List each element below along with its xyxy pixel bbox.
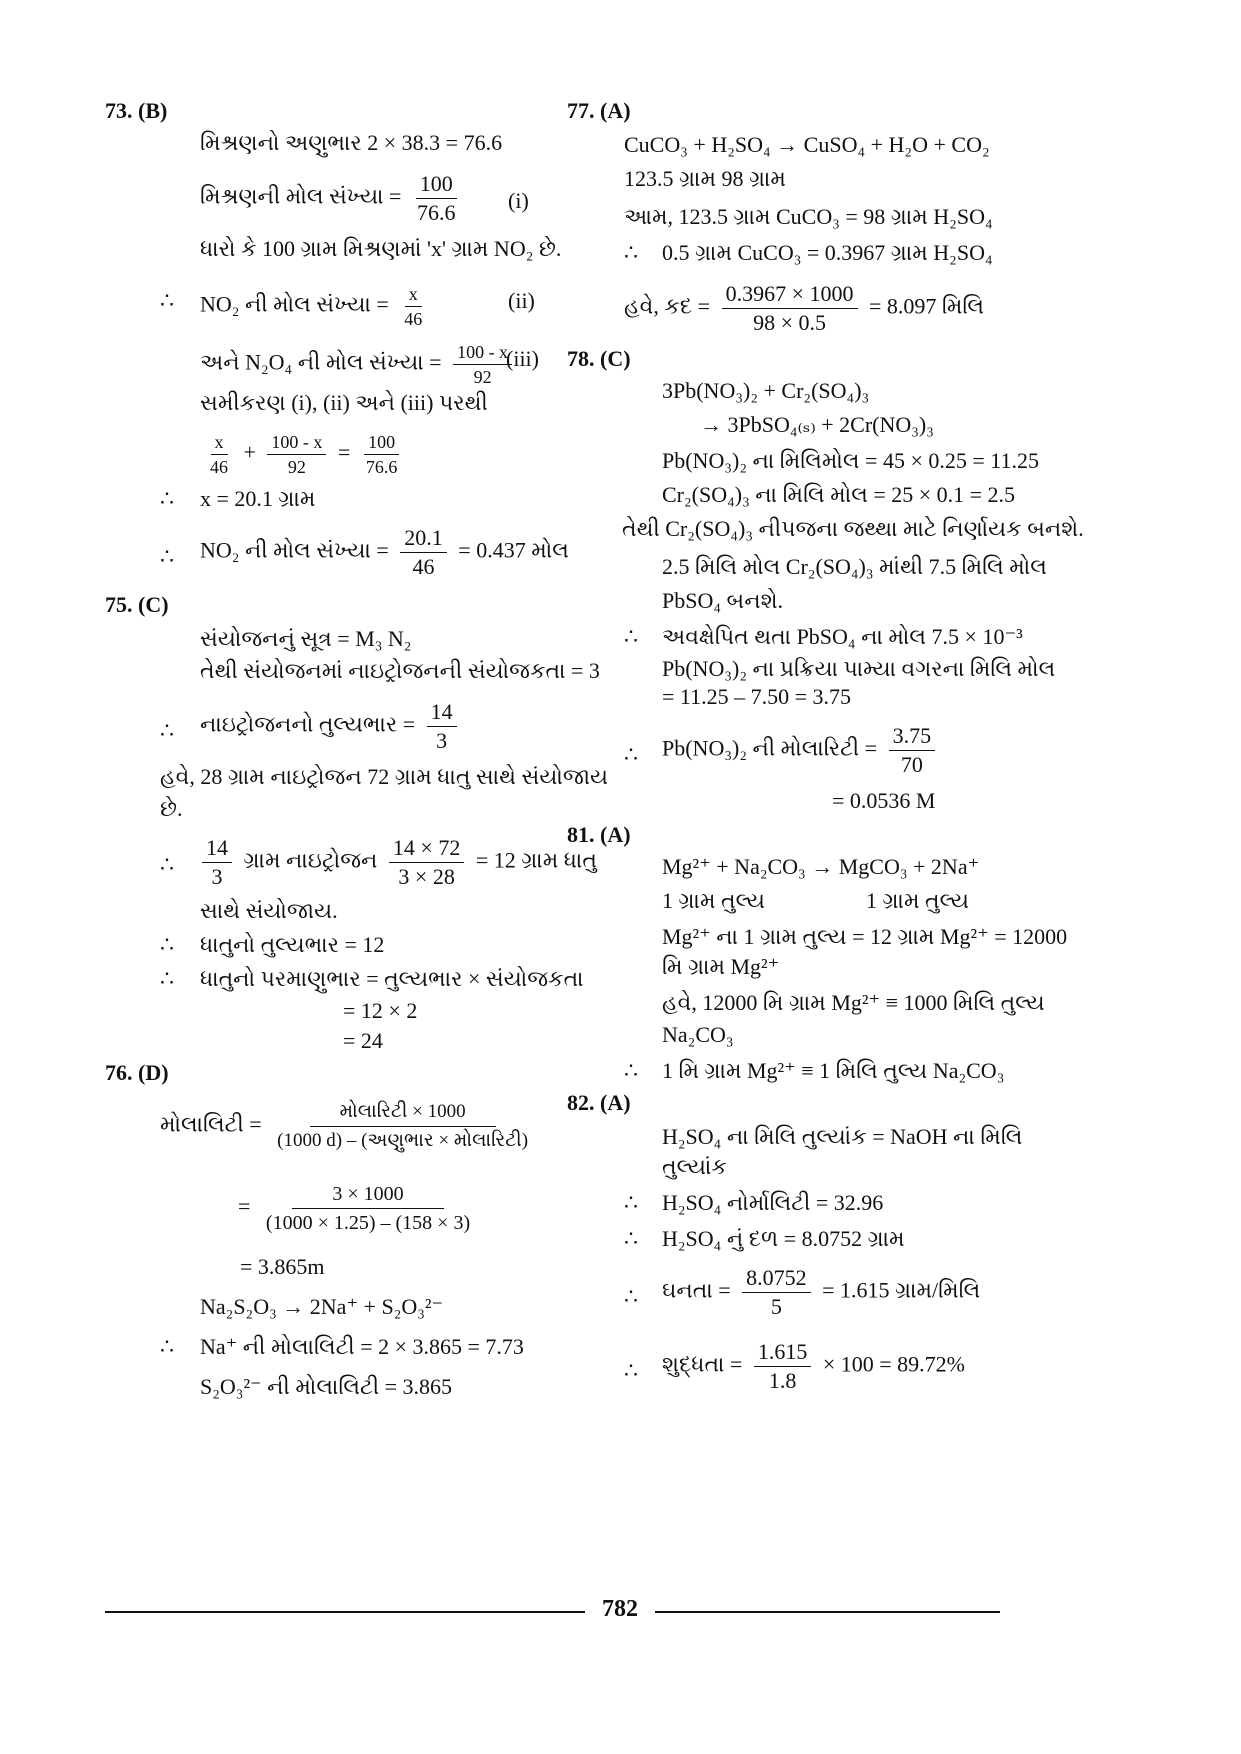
therefore-symbol: ∴ [624,240,638,265]
q81-line1: Mg²⁺ + Na₂CO₃ → MgCO₃ + 2Na⁺ [662,854,980,879]
q73-line4-fraction [400,284,426,329]
q75-line5: છે. [160,796,183,821]
frac-den: 5 [770,1294,782,1319]
q77-line5-result: = 8.097 મિલિ [869,293,985,319]
page-number: 782 [602,1596,638,1622]
frac-num: 100 - x [267,432,326,455]
frac-den: 3 [211,864,223,889]
frac-num: 14 [202,836,232,863]
q75-line10: = 12 × 2 [343,998,418,1023]
q73-tag-i: (i) [508,188,529,213]
q73-line6: સમીકરણ (i), (ii) અને (iii) પરથી [200,390,488,415]
q73-tag-ii: (ii) [508,288,535,313]
equals-sign: = [337,439,351,465]
q77-line4: 0.5 ગ્રામ CuCO₃ = 0.3967 ગ્રામ H₂SO₄ [662,240,993,265]
therefore-symbol: ∴ [624,1284,638,1309]
q78-line7: PbSO₄ બનશે. [662,588,784,613]
q73-frac-a [206,432,232,477]
therefore-symbol: ∴ [624,1190,638,1215]
frac-num: x [211,432,228,455]
q75-line9: ધાતુનો પરમાણુભાર = તુલ્યભાર × સંયોજકતા [200,966,584,991]
q82-line6 [662,1340,965,1393]
q78-line12: = 0.0536 M [832,788,936,813]
footer-rule-right [655,1611,1000,1613]
q76-line1 [160,1100,538,1153]
q82-line6-text: શુદ્ધતા = [662,1351,743,1377]
frac-den: 3 × 28 [398,864,455,889]
q78-line11-fraction [889,724,936,777]
therefore-symbol: ∴ [624,624,638,649]
q77-line5-fraction [722,282,858,335]
therefore-symbol: ∴ [624,1358,638,1383]
q78-line2: → 3PbSO₄₍ₛ₎ + 2Cr(NO₃)₃ [700,412,934,437]
q82-line6-result: × 100 = 89.72% [822,1351,965,1377]
q76-line1-fraction [273,1100,532,1153]
q81-line2b: 1 ગ્રામ તુલ્ય [866,888,970,913]
q73-line9-text: NO₂ ની મોલ સંખ્યા = [200,537,389,563]
q78-line6: 2.5 મિલિ મોલ Cr₂(SO₄)₃ માંથી 7.5 મિલિ મોલ [662,554,1047,579]
q78-line9: Pb(NO₃)₂ ના પ્રક્રિયા પામ્યા વગરના મિલિ મોલ [662,656,1056,681]
q73-line5-text: અને N₂O₄ ની મોલ સંખ્યા = [200,349,442,375]
frac-den: 3 [436,728,448,753]
q77-line3: આમ, 123.5 ગ્રામ CuCO₃ = 98 ગ્રામ H₂SO₄ [624,204,993,229]
q75-line6 [196,836,597,889]
q78-line4: Cr₂(SO₄)₃ ના મિલિ મોલ = 25 × 0.1 = 2.5 [662,482,1016,507]
q82-line6-fraction [754,1340,812,1393]
frac-den: 76.6 [416,200,456,225]
q81-line2a: 1 ગ્રામ તુલ્ય [662,888,766,913]
therefore-symbol: ∴ [160,932,174,957]
q76-line4: Na₂S₂O₃ → 2Na⁺ + S₂O₃²⁻ [200,1294,444,1319]
q82-line3: H₂SO₄ નોર્માલિટી = 32.96 [662,1190,884,1215]
q73-heading: 73. (B) [105,98,168,123]
q78-line3: Pb(NO₃)₂ ના મિલિમોલ = 45 × 0.25 = 11.25 [662,448,1039,473]
q73-line9-result: = 0.437 મોલ [458,537,569,563]
therefore-symbol: ∴ [160,288,174,313]
q75-line1: સંયોજનનું સૂત્ર = M₃ N₂ [200,626,412,651]
frac-den: 1.8 [768,1368,797,1393]
q75-line3-fraction [427,700,457,753]
frac-den: 46 [412,554,435,579]
q81-line3: Mg²⁺ ના 1 ગ્રામ તુલ્ય = 12 ગ્રામ Mg²⁺ = 12000 [662,924,1068,949]
q73-line2 [200,172,465,225]
q76-line3: = 3.865m [240,1254,325,1279]
q82-line5-result: = 1.615 ગ્રામ/મિલિ [822,1277,981,1303]
frac-num: 3 × 1000 [292,1182,443,1209]
q75-line6-text: ગ્રામ નાઇટ્રોજન [243,847,378,873]
q75-line3 [200,700,463,753]
q77-line5-text: હવે, કદ = [624,293,711,319]
q78-line5: તેથી Cr₂(SO₄)₃ નીપજના જથ્થા માટે નિર્ણાયક બનશે. [622,516,1084,541]
q75-line8: ધાતુનો તુલ્યભાર = 12 [200,932,385,957]
therefore-symbol: ∴ [624,742,638,767]
frac-den: 46 [210,457,228,477]
q75-line7: સાથે સંયોજાય. [200,898,338,923]
frac-num: 1.615 [754,1340,812,1367]
frac-num: 100 [364,432,399,455]
therefore-symbol: ∴ [624,1058,638,1083]
q75-line6-result: = 12 ગ્રામ ધાતુ [475,847,597,873]
frac-num: મોલારિટી × 1000 [310,1100,496,1127]
q78-line8: અવક્ષેપિત થતા PbSO₄ ના મોલ 7.5 × 10⁻³ [662,624,1023,649]
q77-line1: CuCO₃ + H₂SO₄ → CuSO₄ + H₂O + CO₂ [624,132,990,157]
q81-line4: મિ ગ્રામ Mg²⁺ [662,954,780,979]
therefore-symbol: ∴ [160,486,174,511]
q75-line3-text: નાઇટ્રોજનનો તુલ્યભાર = [200,711,416,737]
q75-frac-b [389,836,464,889]
q78-line10: = 11.25 – 7.50 = 3.75 [662,684,851,709]
therefore-symbol: ∴ [624,1226,638,1251]
q81-line7: 1 મિ ગ્રામ Mg²⁺ ≡ 1 મિલિ તુલ્ય Na₂CO₃ [662,1058,1005,1083]
q73-line1: મિશ્રણનો અણુભાર 2 × 38.3 = 76.6 [200,130,503,155]
q73-line3: ધારો કે 100 ગ્રામ મિશ્રણમાં 'x' ગ્રામ NO₂ છે. [200,236,562,261]
q78-heading: 78. (C) [567,346,631,371]
equals-sign: = [238,1193,251,1219]
q81-line5: હવે, 12000 મિ ગ્રામ Mg²⁺ ≡ 1000 મિલિ તુલ્ય [662,990,1045,1015]
q77-line2: 123.5 ગ્રામ 98 ગ્રામ [624,166,786,191]
q73-line2-text: મિશ્રણની મોલ સંખ્યા = [200,183,402,209]
q82-heading: 82. (A) [567,1090,631,1115]
frac-num: 0.3967 × 1000 [722,282,858,309]
q77-line5 [624,282,984,335]
footer-rule-left [105,1611,585,1613]
frac-den: 76.6 [365,457,398,477]
q75-line2: તેથી સંયોજનમાં નાઇટ્રોજનની સંયોજકતા = 3 [200,658,600,683]
q76-line6: S₂O₃²⁻ ની મોલાલિટી = 3.865 [200,1374,453,1399]
q76-line2-fraction [262,1182,474,1235]
frac-num: 8.0752 [742,1266,811,1293]
frac-den: (1000 d) – (અણુભાર × મોલારિટી) [277,1130,529,1151]
q82-line4: H₂SO₄ નું દળ = 8.0752 ગ્રામ [662,1226,905,1251]
frac-num: 100 [416,172,457,199]
frac-den: (1000 × 1.25) – (158 × 3) [265,1212,471,1234]
q76-line1-text: મોલાલિટી = [160,1111,262,1137]
q75-frac-a [202,836,232,889]
q73-line9-fraction [400,526,447,579]
q76-line5: Na⁺ ની મોલાલિટી = 2 × 3.865 = 7.73 [200,1334,524,1359]
q73-frac-c [362,432,402,477]
frac-num: 14 × 72 [389,836,464,863]
q73-line5 [200,342,518,387]
therefore-symbol: ∴ [160,966,174,991]
frac-num: 14 [427,700,457,727]
frac-num: 3.75 [889,724,936,751]
q75-line11: = 24 [343,1028,383,1053]
q81-line6: Na₂CO₃ [662,1022,734,1047]
therefore-symbol: ∴ [160,544,174,569]
q75-line4: હવે, 28 ગ્રામ નાઇટ્રોજન 72 ગ્રામ ધાતુ સાથે સંયોજાય [160,764,609,789]
q82-line5-text: ઘનતા = [662,1277,731,1303]
q73-line8: x = 20.1 ગ્રામ [200,486,316,511]
frac-num: 100 - x [453,342,512,365]
q76-line2 [238,1182,480,1235]
q73-line4 [200,284,432,329]
q77-heading: 77. (A) [567,98,631,123]
q76-heading: 76. (D) [105,1060,169,1085]
q82-line5 [662,1266,980,1319]
plus-sign: + [243,439,256,465]
frac-den: 92 [473,367,492,387]
q73-tag-iii: (iii) [506,346,539,371]
q78-line1: 3Pb(NO₃)₂ + Cr₂(SO₄)₃ [662,378,870,403]
frac-den: 98 × 0.5 [753,310,827,335]
q73-line9 [200,526,569,579]
q82-line5-fraction [742,1266,811,1319]
frac-den: 70 [900,752,923,777]
q73-frac-b [267,432,326,477]
frac-num: 20.1 [400,526,447,553]
therefore-symbol: ∴ [160,852,174,877]
frac-den: 92 [287,457,306,477]
q81-heading: 81. (A) [567,822,631,847]
q73-line7 [200,432,407,477]
q73-line5-fraction [453,342,512,387]
q82-line2: તુલ્યાંક [662,1154,727,1179]
q82-line1: H₂SO₄ ના મિલિ તુલ્યાંક = NaOH ના મિલિ [662,1124,1023,1149]
q73-line2-fraction [413,172,460,225]
frac-num: x [405,284,422,307]
therefore-symbol: ∴ [160,1334,174,1359]
q75-heading: 75. (C) [105,592,169,617]
therefore-symbol: ∴ [160,718,174,743]
q73-line4-text: NO₂ ની મોલ સંખ્યા = [200,291,389,317]
q78-line11 [662,724,941,777]
frac-den: 46 [404,309,423,329]
q78-line11-text: Pb(NO₃)₂ ની મોલારિટી = [662,735,878,761]
